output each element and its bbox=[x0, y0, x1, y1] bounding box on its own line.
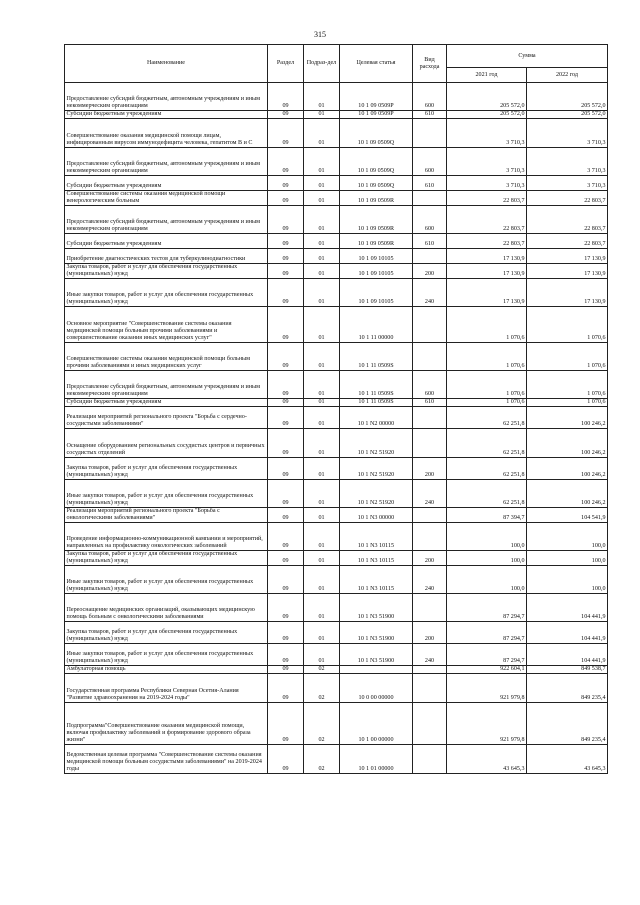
cell-sum-2021: 62 251,8 bbox=[447, 480, 527, 508]
cell-sum-2022: 22 803,7 bbox=[527, 234, 608, 249]
cell-podrazdel: 02 bbox=[304, 666, 340, 674]
cell-razdel: 09 bbox=[268, 458, 304, 480]
table-row bbox=[65, 249, 608, 264]
cell-sum-2022: 17 130,9 bbox=[527, 279, 608, 307]
cell-expense-type: 600 bbox=[413, 83, 447, 111]
table-row bbox=[65, 745, 608, 774]
table-row bbox=[65, 429, 608, 458]
cell-razdel: 09 bbox=[268, 176, 304, 191]
cell-sum-2021: 922 604,1 bbox=[447, 666, 527, 674]
header-name: Наименование bbox=[65, 45, 268, 83]
cell-sum-2022: 43 645,3 bbox=[527, 745, 608, 774]
table-row bbox=[65, 594, 608, 622]
cell-target-article: 10 1 11 0509S bbox=[340, 399, 413, 407]
cell-target-article: 10 1 N3 10115 bbox=[340, 523, 413, 551]
cell-expense-type bbox=[413, 745, 447, 774]
cell-target-article: 10 1 00 00000 bbox=[340, 703, 413, 745]
table-header bbox=[65, 45, 608, 83]
cell-target-article: 10 1 N3 51900 bbox=[340, 644, 413, 666]
cell-podrazdel: 02 bbox=[304, 703, 340, 745]
cell-target-article: 10 1 09 0509P bbox=[340, 83, 413, 111]
cell-podrazdel: 01 bbox=[304, 594, 340, 622]
cell-expense-type: 610 bbox=[413, 234, 447, 249]
cell-sum-2022: 22 803,7 bbox=[527, 191, 608, 206]
cell-podrazdel: 01 bbox=[304, 264, 340, 279]
cell-podrazdel: 01 bbox=[304, 508, 340, 523]
cell-name: Иные закупки товаров, работ и услуг для обеспечения государственных (муниципальных) нужд bbox=[65, 644, 268, 666]
cell-expense-type bbox=[413, 343, 447, 371]
cell-sum-2022: 100 246,2 bbox=[527, 429, 608, 458]
cell-name: Субсидии бюджетным учреждениям bbox=[65, 176, 268, 191]
table-row bbox=[65, 234, 608, 249]
cell-podrazdel: 01 bbox=[304, 429, 340, 458]
cell-target-article: 10 1 N2 51920 bbox=[340, 429, 413, 458]
cell-name: Совершенствование системы оказания медицинской помощи венерологическим больным bbox=[65, 191, 268, 206]
cell-name: Амбулаторная помощь bbox=[65, 666, 268, 674]
cell-expense-type: 200 bbox=[413, 264, 447, 279]
cell-target-article: 10 1 09 0509Q bbox=[340, 148, 413, 176]
cell-razdel: 09 bbox=[268, 407, 304, 429]
cell-target-article: 10 1 01 00000 bbox=[340, 745, 413, 774]
cell-target-article: 10 1 09 0509R bbox=[340, 234, 413, 249]
cell-expense-type bbox=[413, 191, 447, 206]
cell-expense-type bbox=[413, 674, 447, 703]
cell-podrazdel: 01 bbox=[304, 234, 340, 249]
cell-target-article: 10 1 N3 51900 bbox=[340, 622, 413, 644]
cell-razdel: 09 bbox=[268, 249, 304, 264]
cell-name: Субсидии бюджетным учреждениям bbox=[65, 234, 268, 249]
cell-target-article bbox=[340, 666, 413, 674]
cell-sum-2021: 22 803,7 bbox=[447, 234, 527, 249]
cell-target-article: 10 1 N3 00000 bbox=[340, 508, 413, 523]
cell-podrazdel: 01 bbox=[304, 83, 340, 111]
cell-razdel: 09 bbox=[268, 234, 304, 249]
cell-podrazdel: 01 bbox=[304, 371, 340, 399]
cell-sum-2022: 205 572,0 bbox=[527, 83, 608, 111]
cell-name: Подпрограмма"Совершенствование оказания медицинской помощи, включая профилактику заболеваний и формирование здорового образа жизни" bbox=[65, 703, 268, 745]
cell-target-article: 10 1 09 10105 bbox=[340, 279, 413, 307]
cell-sum-2022: 100 246,2 bbox=[527, 480, 608, 508]
cell-sum-2021: 87 294,7 bbox=[447, 622, 527, 644]
cell-sum-2022: 3 710,3 bbox=[527, 176, 608, 191]
cell-sum-2022: 849 538,7 bbox=[527, 666, 608, 674]
cell-sum-2021: 62 251,8 bbox=[447, 407, 527, 429]
cell-podrazdel: 01 bbox=[304, 566, 340, 594]
cell-sum-2021: 17 130,9 bbox=[447, 279, 527, 307]
cell-name: Иные закупки товаров, работ и услуг для обеспечения государственных (муниципальных) нужд bbox=[65, 566, 268, 594]
cell-target-article: 10 1 09 10105 bbox=[340, 249, 413, 264]
cell-expense-type: 610 bbox=[413, 399, 447, 407]
cell-name: Предоставление субсидий бюджетным, автономным учреждениям и иным некоммерческим организациям bbox=[65, 83, 268, 111]
cell-sum-2022: 100 246,2 bbox=[527, 458, 608, 480]
cell-sum-2021: 62 251,8 bbox=[447, 429, 527, 458]
table-row bbox=[65, 523, 608, 551]
table-row bbox=[65, 551, 608, 566]
cell-sum-2022: 104 441,9 bbox=[527, 644, 608, 666]
cell-podrazdel: 01 bbox=[304, 111, 340, 119]
table-row bbox=[65, 674, 608, 703]
cell-expense-type: 240 bbox=[413, 644, 447, 666]
cell-razdel: 09 bbox=[268, 703, 304, 745]
cell-razdel: 09 bbox=[268, 264, 304, 279]
budget-table bbox=[64, 44, 608, 774]
table-row bbox=[65, 458, 608, 480]
table-row bbox=[65, 407, 608, 429]
table-row bbox=[65, 307, 608, 343]
cell-sum-2022: 1 070,6 bbox=[527, 343, 608, 371]
cell-sum-2022: 104 441,9 bbox=[527, 594, 608, 622]
cell-target-article: 10 1 09 0509P bbox=[340, 111, 413, 119]
cell-target-article: 10 1 N3 10115 bbox=[340, 566, 413, 594]
cell-sum-2022: 849 235,4 bbox=[527, 674, 608, 703]
cell-sum-2021: 87 294,7 bbox=[447, 644, 527, 666]
cell-razdel: 09 bbox=[268, 307, 304, 343]
cell-podrazdel: 01 bbox=[304, 399, 340, 407]
table-row bbox=[65, 148, 608, 176]
cell-podrazdel: 01 bbox=[304, 407, 340, 429]
cell-razdel: 09 bbox=[268, 343, 304, 371]
cell-name: Иные закупки товаров, работ и услуг для обеспечения государственных (муниципальных) нужд bbox=[65, 279, 268, 307]
cell-podrazdel: 01 bbox=[304, 343, 340, 371]
cell-expense-type bbox=[413, 594, 447, 622]
cell-expense-type bbox=[413, 307, 447, 343]
cell-razdel: 09 bbox=[268, 674, 304, 703]
cell-target-article: 10 0 00 00000 bbox=[340, 674, 413, 703]
cell-sum-2022: 100,0 bbox=[527, 523, 608, 551]
cell-razdel: 09 bbox=[268, 523, 304, 551]
cell-razdel: 09 bbox=[268, 399, 304, 407]
cell-target-article: 10 1 09 0509R bbox=[340, 191, 413, 206]
cell-razdel: 09 bbox=[268, 111, 304, 119]
cell-expense-type bbox=[413, 508, 447, 523]
cell-sum-2021: 3 710,3 bbox=[447, 176, 527, 191]
cell-name: Закупка товаров, работ и услуг для обеспечения государственных (муниципальных) нужд bbox=[65, 551, 268, 566]
header-razdel: Раздел bbox=[268, 45, 304, 83]
cell-target-article: 10 1 N2 00000 bbox=[340, 407, 413, 429]
cell-target-article: 10 1 11 00000 bbox=[340, 307, 413, 343]
table-row bbox=[65, 622, 608, 644]
cell-razdel: 09 bbox=[268, 191, 304, 206]
cell-razdel: 09 bbox=[268, 83, 304, 111]
cell-podrazdel: 01 bbox=[304, 206, 340, 234]
cell-sum-2021: 1 070,6 bbox=[447, 371, 527, 399]
cell-name: Совершенствование системы оказания медицинской помощи больным прочими заболеваниями и иных медицинских услуг bbox=[65, 343, 268, 371]
cell-razdel: 09 bbox=[268, 566, 304, 594]
cell-podrazdel: 01 bbox=[304, 551, 340, 566]
cell-expense-type bbox=[413, 249, 447, 264]
cell-expense-type: 610 bbox=[413, 111, 447, 119]
cell-sum-2022: 17 130,9 bbox=[527, 264, 608, 279]
cell-podrazdel: 01 bbox=[304, 119, 340, 148]
cell-expense-type bbox=[413, 119, 447, 148]
cell-target-article: 10 1 N2 51920 bbox=[340, 458, 413, 480]
table-row bbox=[65, 399, 608, 407]
cell-name: Реализация мероприятий регионального проекта "Борьба с сердечно-сосудистыми заболеваниями" bbox=[65, 407, 268, 429]
cell-target-article: 10 1 09 10105 bbox=[340, 264, 413, 279]
table-body bbox=[65, 83, 608, 774]
cell-podrazdel: 02 bbox=[304, 745, 340, 774]
header-year-2022: 2022 год bbox=[527, 68, 608, 83]
cell-sum-2022: 104 541,9 bbox=[527, 508, 608, 523]
cell-razdel: 09 bbox=[268, 745, 304, 774]
cell-expense-type bbox=[413, 523, 447, 551]
cell-name: Совершенствование оказания медицинской помощи лицам, инфицированным вирусом иммунодефицита человека, гепатитом B и C bbox=[65, 119, 268, 148]
cell-razdel: 09 bbox=[268, 371, 304, 399]
table-row bbox=[65, 83, 608, 111]
cell-name: Закупка товаров, работ и услуг для обеспечения государственных (муниципальных) нужд bbox=[65, 458, 268, 480]
cell-razdel: 09 bbox=[268, 644, 304, 666]
cell-podrazdel: 01 bbox=[304, 191, 340, 206]
cell-razdel: 09 bbox=[268, 666, 304, 674]
cell-name: Закупка товаров, работ и услуг для обеспечения государственных (муниципальных) нужд bbox=[65, 622, 268, 644]
cell-podrazdel: 01 bbox=[304, 644, 340, 666]
cell-podrazdel: 01 bbox=[304, 148, 340, 176]
cell-sum-2021: 205 572,0 bbox=[447, 83, 527, 111]
table-row bbox=[65, 666, 608, 674]
cell-podrazdel: 01 bbox=[304, 307, 340, 343]
cell-podrazdel: 02 bbox=[304, 674, 340, 703]
cell-sum-2021: 100,0 bbox=[447, 523, 527, 551]
cell-name: Приобретение диагностических тестов для туберкулинодиагностики bbox=[65, 249, 268, 264]
table-row bbox=[65, 191, 608, 206]
cell-expense-type: 600 bbox=[413, 371, 447, 399]
cell-expense-type: 610 bbox=[413, 176, 447, 191]
table-row bbox=[65, 480, 608, 508]
table-row bbox=[65, 119, 608, 148]
table-row bbox=[65, 279, 608, 307]
cell-sum-2021: 87 294,7 bbox=[447, 594, 527, 622]
cell-target-article: 10 1 09 0509Q bbox=[340, 176, 413, 191]
cell-sum-2021: 22 803,7 bbox=[447, 191, 527, 206]
cell-name: Закупка товаров, работ и услуг для обеспечения государственных (муниципальных) нужд bbox=[65, 264, 268, 279]
cell-target-article: 10 1 11 0509S bbox=[340, 343, 413, 371]
cell-sum-2021: 1 070,6 bbox=[447, 343, 527, 371]
cell-sum-2021: 3 710,3 bbox=[447, 119, 527, 148]
cell-name: Оснащение оборудованием региональных сосудистых центров и первичных сосудистых отделений bbox=[65, 429, 268, 458]
cell-sum-2021: 43 645,3 bbox=[447, 745, 527, 774]
cell-sum-2022: 3 710,3 bbox=[527, 119, 608, 148]
cell-sum-2022: 1 070,6 bbox=[527, 399, 608, 407]
table-row bbox=[65, 264, 608, 279]
cell-sum-2021: 1 070,6 bbox=[447, 399, 527, 407]
cell-sum-2022: 205 572,0 bbox=[527, 111, 608, 119]
cell-name: Основное мероприятие "Совершенствование системы оказания медицинской помощи больным прочими заболеваниями и совершенствование оказания иных медицинских услуг" bbox=[65, 307, 268, 343]
cell-razdel: 09 bbox=[268, 622, 304, 644]
cell-target-article: 10 1 N2 51920 bbox=[340, 480, 413, 508]
header-target-article: Целевая статья bbox=[340, 45, 413, 83]
cell-sum-2021: 87 394,7 bbox=[447, 508, 527, 523]
cell-target-article: 10 1 09 0509Q bbox=[340, 119, 413, 148]
cell-razdel: 09 bbox=[268, 119, 304, 148]
cell-sum-2022: 104 441,9 bbox=[527, 622, 608, 644]
cell-name: Реализация мероприятий регионального проекта "Борьба с онкологическими заболеваниями" bbox=[65, 508, 268, 523]
cell-sum-2021: 17 130,9 bbox=[447, 264, 527, 279]
cell-podrazdel: 01 bbox=[304, 622, 340, 644]
cell-sum-2022: 3 710,3 bbox=[527, 148, 608, 176]
cell-sum-2021: 205 572,0 bbox=[447, 111, 527, 119]
table-row bbox=[65, 176, 608, 191]
cell-name: Субсидии бюджетным учреждениям bbox=[65, 111, 268, 119]
cell-sum-2022: 22 803,7 bbox=[527, 206, 608, 234]
table-row bbox=[65, 343, 608, 371]
header-year-2021: 2021 год bbox=[447, 68, 527, 83]
table-row bbox=[65, 206, 608, 234]
cell-name: Предоставление субсидий бюджетным, автономным учреждениям и иным некоммерческим организациям bbox=[65, 148, 268, 176]
cell-sum-2021: 100,0 bbox=[447, 551, 527, 566]
cell-sum-2021: 3 710,3 bbox=[447, 148, 527, 176]
header-podrazdel: Подраз-дел bbox=[304, 45, 340, 83]
cell-sum-2021: 921 979,8 bbox=[447, 703, 527, 745]
cell-razdel: 09 bbox=[268, 508, 304, 523]
cell-expense-type bbox=[413, 703, 447, 745]
cell-name: Предоставление субсидий бюджетным, автономным учреждениям и иным некоммерческим организациям bbox=[65, 206, 268, 234]
cell-expense-type bbox=[413, 666, 447, 674]
cell-expense-type: 600 bbox=[413, 148, 447, 176]
table-row bbox=[65, 703, 608, 745]
cell-razdel: 09 bbox=[268, 206, 304, 234]
cell-sum-2021: 17 130,9 bbox=[447, 249, 527, 264]
cell-expense-type bbox=[413, 407, 447, 429]
cell-name: Предоставление субсидий бюджетным, автономным учреждениям и иным некоммерческим организациям bbox=[65, 371, 268, 399]
cell-target-article: 10 1 11 0509S bbox=[340, 371, 413, 399]
page-number: 315 bbox=[314, 30, 326, 39]
cell-podrazdel: 01 bbox=[304, 249, 340, 264]
cell-razdel: 09 bbox=[268, 594, 304, 622]
table-row bbox=[65, 566, 608, 594]
cell-name: Переоснащение медицинских организаций, оказывающих медицинскую помощь больным с онкологическими заболеваниями bbox=[65, 594, 268, 622]
cell-name: Проведение информационно-коммуникационной кампании и мероприятий, направленных на профилактику онкологических заболеваний bbox=[65, 523, 268, 551]
cell-expense-type bbox=[413, 429, 447, 458]
cell-target-article: 10 1 N3 51900 bbox=[340, 594, 413, 622]
cell-name: Иные закупки товаров, работ и услуг для обеспечения государственных (муниципальных) нужд bbox=[65, 480, 268, 508]
cell-expense-type: 240 bbox=[413, 279, 447, 307]
cell-sum-2022: 100,0 bbox=[527, 566, 608, 594]
table-row bbox=[65, 111, 608, 119]
cell-name: Государственная программа Республики Северная Осетия-Алания "Развитие здравоохранения на 2019-2024 годы" bbox=[65, 674, 268, 703]
table-row bbox=[65, 371, 608, 399]
header-expense-type: Вид расхода bbox=[413, 45, 447, 83]
cell-name: Субсидии бюджетным учреждениям bbox=[65, 399, 268, 407]
cell-target-article: 10 1 09 0509R bbox=[340, 206, 413, 234]
cell-podrazdel: 01 bbox=[304, 480, 340, 508]
cell-podrazdel: 01 bbox=[304, 458, 340, 480]
cell-sum-2022: 17 130,9 bbox=[527, 249, 608, 264]
cell-sum-2021: 921 979,8 bbox=[447, 674, 527, 703]
cell-sum-2022: 100,0 bbox=[527, 551, 608, 566]
cell-expense-type: 240 bbox=[413, 480, 447, 508]
cell-sum-2021: 22 803,7 bbox=[447, 206, 527, 234]
table-row bbox=[65, 644, 608, 666]
cell-expense-type: 600 bbox=[413, 206, 447, 234]
cell-razdel: 09 bbox=[268, 429, 304, 458]
cell-razdel: 09 bbox=[268, 279, 304, 307]
cell-podrazdel: 01 bbox=[304, 279, 340, 307]
cell-razdel: 09 bbox=[268, 148, 304, 176]
cell-podrazdel: 01 bbox=[304, 523, 340, 551]
cell-name: Ведомственная целевая программа "Совершенствование системы оказания медицинской помощи больным сосудистыми заболеваниями" на 2019-2024 годы bbox=[65, 745, 268, 774]
cell-sum-2022: 1 070,6 bbox=[527, 371, 608, 399]
cell-sum-2021: 1 070,6 bbox=[447, 307, 527, 343]
cell-expense-type: 200 bbox=[413, 551, 447, 566]
cell-sum-2021: 100,0 bbox=[447, 566, 527, 594]
cell-sum-2022: 1 070,6 bbox=[527, 307, 608, 343]
cell-razdel: 09 bbox=[268, 480, 304, 508]
cell-sum-2021: 62 251,8 bbox=[447, 458, 527, 480]
cell-sum-2022: 849 235,4 bbox=[527, 703, 608, 745]
cell-razdel: 09 bbox=[268, 551, 304, 566]
cell-sum-2022: 100 246,2 bbox=[527, 407, 608, 429]
table-row bbox=[65, 508, 608, 523]
header-sum: Сумма bbox=[447, 45, 608, 68]
cell-expense-type: 200 bbox=[413, 622, 447, 644]
cell-expense-type: 200 bbox=[413, 458, 447, 480]
cell-podrazdel: 01 bbox=[304, 176, 340, 191]
cell-expense-type: 240 bbox=[413, 566, 447, 594]
cell-target-article: 10 1 N3 10115 bbox=[340, 551, 413, 566]
